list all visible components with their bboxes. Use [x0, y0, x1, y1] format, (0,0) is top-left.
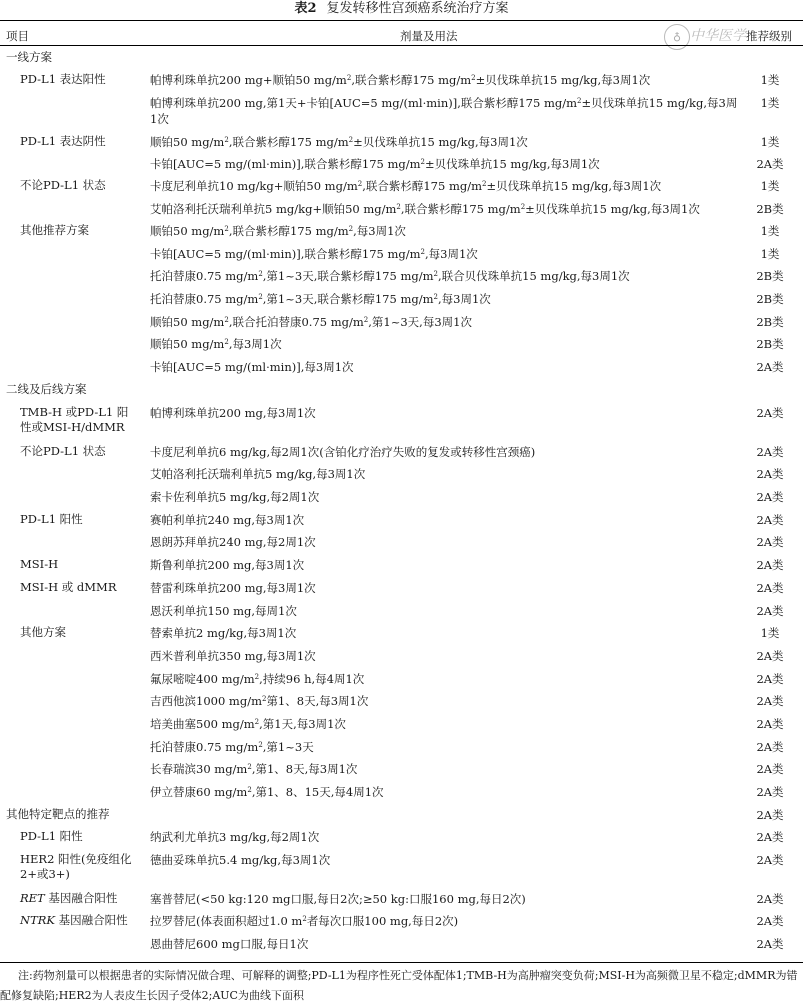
- table-row: [0, 485, 803, 508]
- row-category: HER2 阳性(免疫组化2+或3+): [20, 852, 132, 881]
- dosage-cell: 卡铂[AUC=5 mg/(ml·min)],每3周1次: [150, 360, 354, 374]
- row-category: RET 基因融合阳性: [20, 891, 118, 905]
- table-note: 注:药物剂量可以根据患者的实际情况做合理、可解释的调整;PD-L1为程序性死亡受体配体1;TMB-H为高肿瘤突变负荷;MSI-H为高频微卫星不稳定;dMMR为错配修复缺陷;HER2为人表皮生长因子受体2;AUC为曲线下面积: [0, 969, 798, 1002]
- level-cell: 1类: [760, 224, 780, 238]
- row-category: 不论PD-L1 状态: [20, 178, 106, 192]
- table-row: [0, 242, 803, 264]
- dosage-cell: 吉西他滨1000 $mg/m^2$第1、8天,每3周1次: [150, 694, 369, 708]
- dosage-cell: 卡铂[AUC=5 mg/(ml·min)],联合紫杉醇175 $mg/m^2$,每3周1次: [150, 247, 478, 261]
- level-cell: 2A类: [756, 467, 784, 481]
- table-row: [0, 355, 803, 378]
- row-category: 其他推荐方案: [20, 223, 89, 237]
- dosage-cell: 培美曲塞500 $mg/m^2$,第1天,每3周1次: [150, 717, 346, 731]
- row-category: PD-L1 阳性: [20, 829, 83, 843]
- level-cell: 1类: [760, 626, 780, 640]
- header-level: 推荐级别: [746, 29, 792, 43]
- table-row: [0, 378, 803, 401]
- table-row: [0, 803, 803, 825]
- table-row: [0, 757, 803, 780]
- level-cell: 2A类: [756, 513, 784, 527]
- row-category: TMB-H 或PD-L1 阳性或MSI-H/dMMR: [20, 405, 129, 434]
- table-row: [0, 152, 803, 174]
- row-category: MSI-H 或 dMMR: [20, 580, 117, 594]
- row-category: 其他方案: [20, 625, 66, 639]
- level-cell: 1类: [760, 135, 780, 149]
- table-row: [0, 780, 803, 803]
- table-row: [0, 887, 803, 909]
- table-row: [0, 644, 803, 667]
- dosage-cell: 卡度尼利单抗6 mg/kg,每2周1次(含铂化疗治疗失败的复发或转移性宫颈癌): [150, 445, 536, 459]
- level-cell: 2A类: [756, 406, 784, 420]
- level-cell: 2A类: [756, 853, 784, 867]
- level-cell: 2A类: [756, 649, 784, 663]
- dosage-cell: 斯鲁利单抗200 mg,每3周1次: [150, 558, 305, 572]
- level-cell: 2A类: [756, 808, 784, 822]
- level-cell: 1类: [760, 96, 780, 110]
- level-cell: 2B类: [756, 292, 784, 306]
- table-row: [0, 332, 803, 355]
- table-row: [0, 576, 803, 599]
- table-row: [0, 440, 803, 462]
- level-cell: 2A类: [756, 740, 784, 754]
- dosage-cell: 托泊替康0.75 $mg/m^2$,第1~3天,联合紫杉醇175 $mg/m^2$,联合贝伐珠单抗15 mg/kg,每3周1次: [150, 269, 630, 283]
- level-cell: 2B类: [756, 202, 784, 216]
- table-row: [0, 91, 803, 130]
- row-category: MSI-H: [20, 557, 59, 571]
- level-cell: 2A类: [756, 581, 784, 595]
- dosage-cell: 纳武利尤单抗3 mg/kg,每2周1次: [150, 830, 320, 844]
- table-row: [0, 530, 803, 553]
- dosage-cell: 西米普利单抗350 mg,每3周1次: [150, 649, 316, 663]
- dosage-cell: 长春瑞滨30 $mg/m^2$,第1、8天,每3周1次: [150, 762, 358, 776]
- header-item: 项目: [6, 29, 29, 43]
- dosage-cell: 帕博利珠单抗200 mg,第1天+卡铂[AUC=5 mg/(ml·min)],联合紫杉醇175 $mg/m^2\pm$贝伐珠单抗15 mg/kg,每3周1次: [150, 96, 738, 126]
- table-row: [0, 174, 803, 197]
- dosage-cell: 顺铂50 $mg/m^2$,联合托泊替康0.75 $mg/m^2$,第1~3天,每3周1次: [150, 315, 472, 329]
- dosage-cell: 恩曲替尼600 mg口服,每日1次: [150, 937, 309, 951]
- level-cell: 2A类: [756, 937, 784, 951]
- dosage-cell: 帕博利珠单抗200 mg,每3周1次: [150, 406, 316, 420]
- row-category: NTRK 基因融合阳性: [20, 913, 128, 927]
- watermark: 中华医学: [690, 28, 746, 44]
- level-cell: 2B类: [756, 269, 784, 283]
- table-row: [0, 599, 803, 621]
- section-heading: 一线方案: [6, 50, 52, 64]
- level-cell: 2A类: [756, 535, 784, 549]
- level-cell: 2A类: [756, 762, 784, 776]
- level-cell: 2A类: [756, 157, 784, 171]
- table-title: [0, 0, 803, 18]
- dosage-cell: 恩沃利单抗150 mg,每周1次: [150, 604, 297, 618]
- row-category: 不论PD-L1 状态: [20, 444, 106, 458]
- dosage-cell: 顺铂50 $mg/m^2$,联合紫杉醇175 $mg/m^2\pm$贝伐珠单抗15 mg/kg,每3周1次: [150, 135, 528, 149]
- table-row: [0, 712, 803, 735]
- table-row: [0, 848, 803, 887]
- level-cell: 2A类: [756, 694, 784, 708]
- dosage-cell: 托泊替康0.75 $mg/m^2$,第1~3天: [150, 740, 314, 754]
- bottom-rule: [0, 962, 803, 963]
- dosage-cell: 顺铂50 $mg/m^2$,联合紫杉醇175 $mg/m^2$,每3周1次: [150, 224, 406, 238]
- table-row: [0, 553, 803, 576]
- table-row: [0, 909, 803, 932]
- table-row: [0, 689, 803, 712]
- table-number: 表2: [294, 1, 317, 16]
- table-row: [0, 508, 803, 530]
- level-cell: 2A类: [756, 360, 784, 374]
- section-heading: 其他特定靶点的推荐: [6, 807, 110, 821]
- section-heading: 二线及后线方案: [6, 382, 87, 396]
- table-row: [0, 46, 803, 68]
- table-caption: 复发转移性宫颈癌系统治疗方案: [326, 1, 509, 16]
- table-row: [0, 68, 803, 91]
- dosage-cell: 氟尿嘧啶400 $mg/m^2$,持续96 h,每4周1次: [150, 672, 365, 686]
- table-row: [0, 401, 803, 440]
- level-cell: 2A类: [756, 558, 784, 572]
- dosage-cell: 替索单抗2 mg/kg,每3周1次: [150, 626, 297, 640]
- dosage-cell: 卡度尼利单抗10 mg/kg+顺铂50 $mg/m^2$,联合紫杉醇175 $mg/m^2\pm$贝伐珠单抗15 mg/kg,每3周1次: [150, 179, 662, 193]
- seal-icon: ♁: [664, 24, 690, 50]
- dosage-cell: 伊立替康60 $mg/m^2$,第1、8、15天,每4周1次: [150, 785, 384, 799]
- dosage-cell: 德曲妥珠单抗5.4 mg/kg,每3周1次: [150, 853, 331, 867]
- table-row: [0, 667, 803, 689]
- row-category: PD-L1 表达阳性: [20, 72, 106, 86]
- level-cell: 2A类: [756, 672, 784, 686]
- dosage-cell: 艾帕洛利托沃瑞利单抗5 mg/kg+顺铂50 $mg/m^2$,联合紫杉醇175 $mg/m^2\pm$贝伐珠单抗15 mg/kg,每3周1次: [150, 202, 700, 216]
- dosage-cell: 替雷利珠单抗200 mg,每3周1次: [150, 581, 316, 595]
- table-row: [0, 932, 803, 955]
- table-row: [0, 825, 803, 848]
- level-cell: 1类: [760, 247, 780, 261]
- level-cell: 1类: [760, 179, 780, 193]
- level-cell: 2A类: [756, 717, 784, 731]
- dosage-cell: 卡铂[AUC=5 mg/(ml·min)],联合紫杉醇175 $mg/m^2\pm$贝伐珠单抗15 mg/kg,每3周1次: [150, 157, 600, 171]
- level-cell: 2A类: [756, 892, 784, 906]
- dosage-cell: 恩朗苏拜单抗240 mg,每2周1次: [150, 535, 316, 549]
- table-row: [0, 287, 803, 310]
- table-row: [0, 219, 803, 242]
- dosage-cell: 索卡佐利单抗5 mg/kg,每2周1次: [150, 490, 320, 504]
- dosage-cell: 艾帕洛利托沃瑞利单抗5 mg/kg,每3周1次: [150, 467, 366, 481]
- header-dosage: 剂量及用法: [400, 29, 458, 43]
- dosage-cell: 拉罗替尼(体表面积超过1.0 $m^2$者每次口服100 mg,每日2次): [150, 914, 459, 928]
- dosage-cell: 托泊替康0.75 $mg/m^2$,第1~3天,联合紫杉醇175 $mg/m^2$,每3周1次: [150, 292, 491, 306]
- level-cell: 2A类: [756, 604, 784, 618]
- table-row: [0, 130, 803, 152]
- level-cell: 1类: [760, 73, 780, 87]
- table-row: [0, 310, 803, 332]
- dosage-cell: 帕博利珠单抗200 mg+顺铂50 $mg/m^2$,联合紫杉醇175 $mg/m^2\pm$贝伐珠单抗15 mg/kg,每3周1次: [150, 73, 651, 87]
- level-cell: 2B类: [756, 337, 784, 351]
- table-row: [0, 621, 803, 644]
- dosage-cell: 顺铂50 $mg/m^2$,每3周1次: [150, 337, 282, 351]
- level-cell: 2A类: [756, 445, 784, 459]
- level-cell: 2A类: [756, 830, 784, 844]
- row-category: PD-L1 阳性: [20, 512, 83, 526]
- table-row: [0, 462, 803, 485]
- level-cell: 2A类: [756, 914, 784, 928]
- level-cell: 2B类: [756, 315, 784, 329]
- dosage-cell: 赛帕利单抗240 mg,每3周1次: [150, 513, 305, 527]
- top-rule: [0, 20, 803, 21]
- dosage-cell: 塞普替尼(<50 kg:120 mg口服,每日2次;≥50 kg:口服160 mg,每日2次): [150, 892, 526, 906]
- level-cell: 2A类: [756, 785, 784, 799]
- table-row: [0, 197, 803, 219]
- row-category: PD-L1 表达阴性: [20, 134, 106, 148]
- table-row: [0, 735, 803, 757]
- table-row: [0, 264, 803, 287]
- level-cell: 2A类: [756, 490, 784, 504]
